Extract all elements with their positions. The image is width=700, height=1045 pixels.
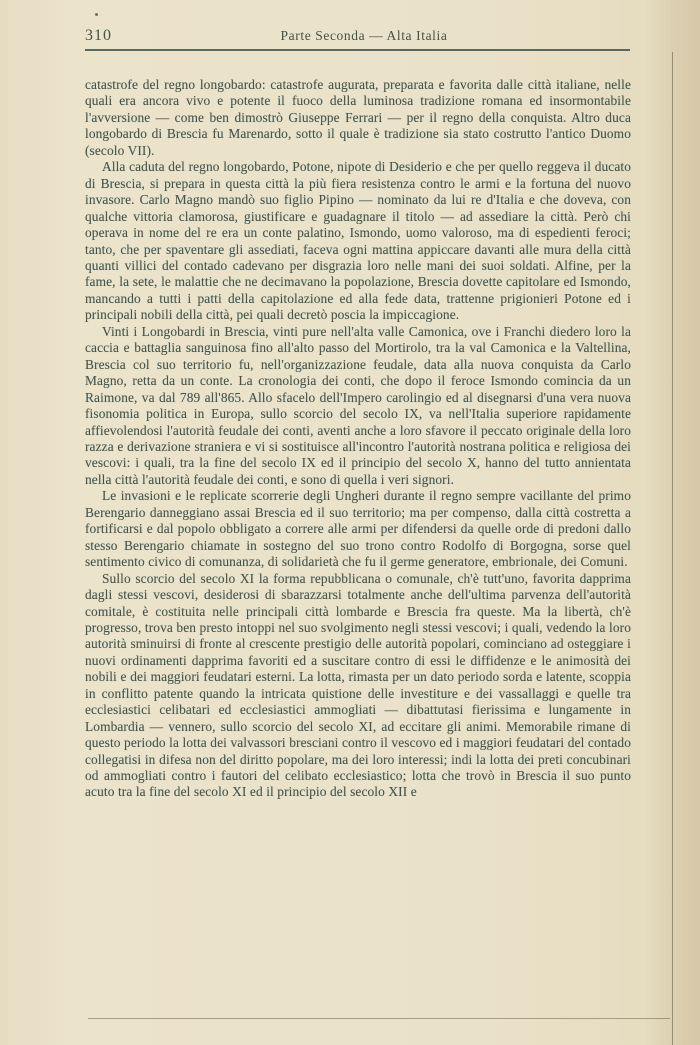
paragraph-3: Vinti i Longobardi in Brescia, vinti pure nell'alta valle Camonica, ove i Franchi diedero loro la caccia e battaglia sanguinosa fino all'alto passo del Mortirolo, tra la val Camonica e la Valtellina, Brescia col suo territorio fu, nell'organizzazione feudale, data alla nuova conquista da Carlo Magno, retta da un conte. La cronologia dei conti, che dopo il feroce Ismondo comincia da un Raimone, va dal 789 all'865. Allo sfacelo dell'Impero carolingio ed al disegnarsi d'una vera nuova fisonomia politica in Europa, sullo scorcio del secolo IX, va nell'Italia superiore rapidamente affievolendosi l'autorità feudale dei conti, aventi anche a loro sfavore il peccato originale della loro razza e derivazione straniera e vi si sostituisce all'incontro l'autorità nostrana politica e religiosa dei vescovi: i quali, tra la fine del secolo IX ed il principio del secolo X, hanno del tutto annientata nella città l'autorità feudale dei conti, e sono di quella i veri signori. <box>85 323 631 487</box>
header-rule <box>85 49 630 51</box>
scan-speck <box>95 13 98 16</box>
paragraph-2: Alla caduta del regno longobardo, Potone, nipote di Desiderio e che per quello reggeva il ducato di Brescia, si prepara in questa città la più fiera resistenza contro le armi e la fortuna del nuovo invasore. Carlo Magno mandò suo figlio Pipino — nominato da lui re d'Italia e che doveva, con qualche vittoria clamorosa, giustificare e guadagnare il titolo — ad assediare la città. Però chi operava in nome del re era un conte palatino, Ismondo, uomo valoroso, ma di espedienti feroci; tanto, che per spaventare gli assediati, faceva ogni mattina appiccare davanti alle mura della città quanti villici del contado cadevano per disgrazia loro nelle mani dei suoi soldati. Alfine, per la fame, la sete, le malattie che ne decimavano la popolazione, Brescia dovette capitolare ed Ismondo, mancando a tutti i patti della capitolazione ed alla fede data, trattenne prigionieri Potone ed i principali nobili della città, pei quali decretò poscia la impiccagione. <box>85 159 631 323</box>
page-body <box>85 77 631 801</box>
running-title: Parte Seconda — Alta Italia <box>280 28 448 43</box>
page-header <box>85 27 630 45</box>
paragraph-4: Le invasioni e le replicate scorrerie degli Ungheri durante il regno sempre vacillante del primo Berengario danneggiano assai Brescia ed il suo territorio; ma per compenso, dalla città costretta a fortificarsi e dal popolo obbligato a correre alle armi per difendersi da quelle orde di predoni dallo stesso Berengario chiamate in sostegno del suo trono contro Rodolfo di Borgogna, sorse quel sentimento civico di comunanza, di solidarietà che fu il germe generatore, embrionale, dei Comuni. <box>85 488 631 570</box>
paragraph-5: Sullo scorcio del secolo XI la forma repubblicana o comunale, ch'è tutt'uno, favorita dapprima dagli stessi vescovi, desiderosi di sbarazzarsi totalmente anche dell'ultima parvenza dell'autorità comitale, è costituita nelle principali città lombarde e Brescia fra queste. Ma la libertà, ch'è progresso, trova ben presto intoppi nel suo svolgimento negli stessi vescovi; i quali, vedendo la loro autorità sminuirsi di fronte al crescente prestigio delle autorità popolari, cominciano ad osteggiare i nuovi ordinamenti dapprima favoriti ed a suscitare contro di essi le diffidenze e le animosità dei nobili e dei maggiori feudatari esterni. La lotta, rimasta per un dato periodo sorda e latente, scoppia in conflitto patente quando la intricata quistione delle investiture e dei vassallaggi e quelle tra ecclesiastici celibatari ed ecclesiastici ammogliati — dibattutasi fierissima e lungamente in Lombardia — vennero, sullo scorcio del secolo XI, ad eccitare gli animi. Memorabile rimane di questo periodo la lotta dei valvassori bresciani contro il vescovo ed i maggiori feudatari del contado collegatisi in difesa non del diritto popolare, ma dei loro interessi; indi la lotta dei preti concubinari od ammogliati contro i fautori del celibato ecclesiastico; lotta che trovò in Brescia il suo punto acuto tra la fine del secolo XI ed il principio del secolo XII e <box>85 570 631 800</box>
page-bottom-shadow <box>88 1018 670 1019</box>
page-number: 310 <box>85 27 112 44</box>
paragraph-1: catastrofe del regno longobardo: catastrofe augurata, preparata e favorita dalle città italiane, nelle quali era ancora vivo e potente il fuoco della luminosa tradizione romana ed insormontabile l'avversione — come ben dimostrò Giuseppe Ferrari — per il regno della conquista. Altro duca longobardo di Brescia fu Marenardo, sotto il quale è tradizione sia stato costrutto l'antico Duomo (secolo VII). <box>85 77 631 158</box>
page-edge-shadow <box>672 52 674 1045</box>
